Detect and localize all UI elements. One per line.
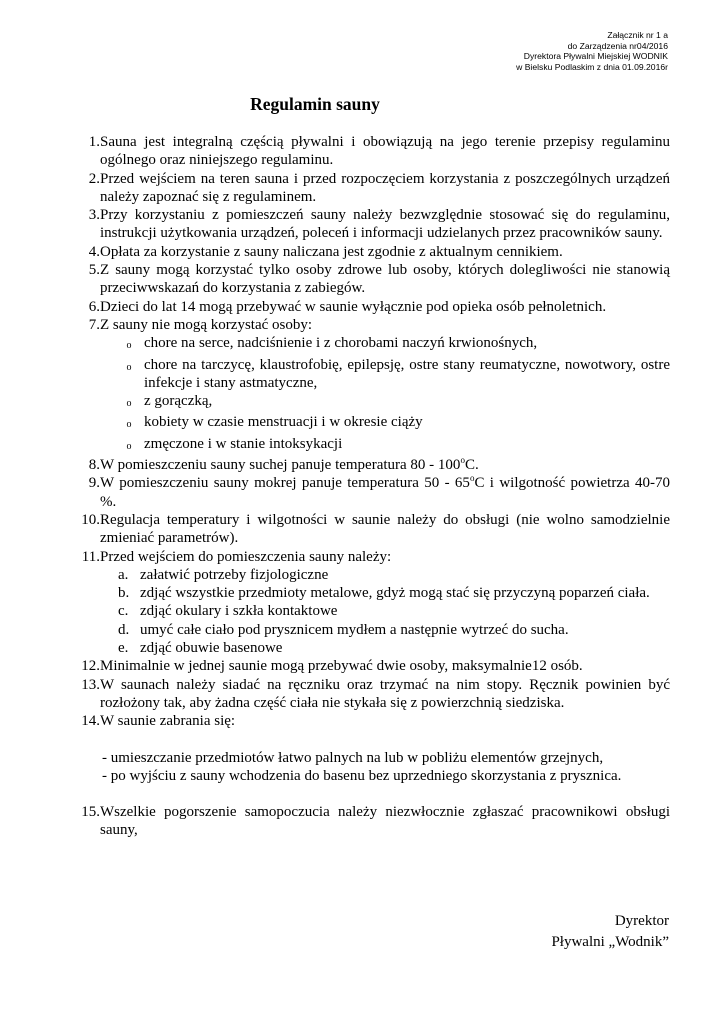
rule-8	[75, 456, 670, 474]
rule-number: 4.	[88, 243, 100, 260]
rules-body	[75, 133, 670, 840]
rule-text: Przy korzystaniu z pomieszczeń sauny należy bezwzględnie stosować się do regulaminu, instrukcji użytkowania urządzeń, poleceń i informacji udzielanych przez pracowników sauny.	[100, 207, 670, 242]
list-item: e. zdjąć obuwie basenowe	[118, 640, 283, 657]
list-item: o zmęczone i w stanie intoksykacji	[100, 435, 670, 456]
rule-number: 6.	[88, 298, 100, 315]
rule-number: 3.	[88, 207, 100, 224]
list-item: o chore na serce, nadciśnienie i z chorobami naczyń krwionośnych,	[100, 334, 670, 355]
list-item: o chore na tarczycę, klaustrofobię, epilepsję, ostre stany reumatyczne, nowotwory, ostre infekcje i stany astmatyczne,	[100, 356, 670, 393]
attachment-header	[368, 30, 668, 72]
circle-bullet-icon: o	[126, 361, 132, 373]
rule-text: Przed wejściem na teren sauna i przed rozpoczęciem korzystania z poszczególnych urządzeń należy zapoznać się z regulaminem.	[100, 170, 670, 205]
list-item: - po wyjściu z sauny wchodzenia do basenu bez uprzedniego skorzystania z prysznica.	[102, 767, 622, 784]
rule-text: W saunach należy siadać na ręczniku oraz trzymać na nim stopy. Ręcznik powinien być rozłożony tak, aby żadna część ciała nie stykała się z powierzchnią siedziska.	[100, 676, 670, 711]
circle-bullet-icon: o	[126, 340, 132, 352]
rule-3	[75, 206, 670, 243]
rule-text: Z sauny mogą korzystać tylko osoby zdrowe lub osoby, których dolegliwości nie stanowią przeciwwskazań do korzystania z zabiegów.	[100, 262, 670, 297]
rule-15	[75, 803, 670, 840]
signature-organization: Pływalni „Wodnik”	[551, 934, 669, 950]
rule-number: 10.	[81, 511, 100, 528]
rule-text: Dzieci do lat 14 mogą przebywać w saunie wyłącznie pod opieka osób pełnoletnich.	[100, 298, 607, 315]
rule-14	[75, 712, 670, 730]
header-line-2: do Zarządzenia nr04/2016	[567, 40, 668, 51]
rule-text: W saunie zabrania się:	[100, 713, 236, 730]
rule-number: 12.	[81, 658, 100, 675]
rule-4	[75, 243, 670, 261]
rule-text: Wszelkie pogorszenie samopoczucia należy niezwłocznie zgłaszać pracownikowi obsługi sauny,	[100, 804, 670, 839]
rule-number: 14.	[81, 713, 100, 730]
rule-number: 8.	[88, 457, 100, 474]
prohibitions-list	[75, 749, 670, 786]
preparation-list	[100, 566, 670, 657]
degree-mark: o	[469, 473, 475, 484]
degree-mark: o	[460, 455, 465, 466]
rule-number: 5.	[88, 262, 100, 279]
rule-5	[75, 261, 670, 298]
list-item: b. zdjąć wszystkie przedmioty metalowe, gdyż mogą stać się przyczyną poparzeń ciała.	[118, 585, 650, 602]
header-line-3: Dyrektora Pływalni Miejskiej WODNIK	[523, 51, 668, 62]
list-item: a. załatwić potrzeby fizjologiczne	[118, 566, 329, 583]
rule-number: 1.	[88, 134, 100, 150]
rule-2	[75, 170, 670, 207]
rule-11	[75, 548, 670, 658]
rule-6	[75, 298, 670, 316]
header-line-1: Załącznik nr 1 a	[607, 30, 668, 40]
circle-bullet-icon: o	[126, 419, 132, 431]
signature-title: Dyrektor	[614, 913, 669, 929]
rules-list-continued	[75, 803, 670, 840]
rule-number: 15.	[81, 804, 100, 821]
signature-block	[551, 911, 669, 953]
rule-number: 9.	[88, 475, 100, 492]
rules-list	[75, 133, 670, 731]
rule-text: Opłata za korzystanie z sauny naliczana jest zgodnie z aktualnym cennikiem.	[100, 243, 563, 260]
contraindications-list	[100, 334, 670, 456]
circle-bullet-icon: o	[126, 440, 132, 452]
list-item: c. zdjąć okulary i szkła kontaktowe	[118, 603, 338, 620]
rule-13	[75, 676, 670, 713]
rule-text: W pomieszczeniu sauny suchej panuje temperatura 80 - 100$^o$C.	[100, 455, 479, 474]
rule-10	[75, 511, 670, 548]
rule-number: 7.	[88, 316, 100, 333]
rule-text: W pomieszczeniu sauny mokrej panuje temperatura 50 - 65$^o$C i wilgotność powietrza 40-70 %.	[100, 473, 670, 510]
rule-text: Przed wejściem do pomieszczenia sauny należy:	[100, 548, 392, 565]
rule-text: Z sauny nie mogą korzystać osoby:	[100, 316, 313, 333]
rule-number: 13.	[81, 676, 100, 693]
rule-text: Minimalnie w jednej saunie mogą przebywać dwie osoby, maksymalnie12 osób.	[100, 658, 583, 675]
header-line-4: w Bielsku Podlaskim z dnia 01.09.2016r	[516, 61, 668, 72]
rule-number: 11.	[81, 548, 100, 565]
rule-9	[75, 474, 670, 511]
rule-number: 2.	[88, 170, 100, 187]
list-item: o z gorączką,	[100, 392, 670, 413]
rule-text: Sauna jest integralną częścią pływalni i obowiązują na jego terenie przepisy regulaminu ogólnego oraz niniejszego regulaminu.	[100, 134, 670, 169]
rule-7	[75, 316, 670, 456]
list-item: - umieszczanie przedmiotów łatwo palnych na lub w pobliżu elementów grzejnych,	[102, 749, 604, 766]
circle-bullet-icon: o	[126, 398, 132, 410]
list-item: d. umyć całe ciało pod prysznicem mydłem a następnie wytrzeć do sucha.	[118, 621, 569, 638]
rule-12	[75, 657, 670, 675]
rule-text: Regulacja temperatury i wilgotności w saunie należy do obsługi (nie wolno samodzielnie zmieniać parametrów).	[100, 511, 670, 547]
list-item: o kobiety w czasie menstruacji i w okresie ciąży	[100, 413, 670, 434]
document-title: Regulamin sauny	[250, 94, 380, 114]
rule-1	[75, 133, 670, 170]
